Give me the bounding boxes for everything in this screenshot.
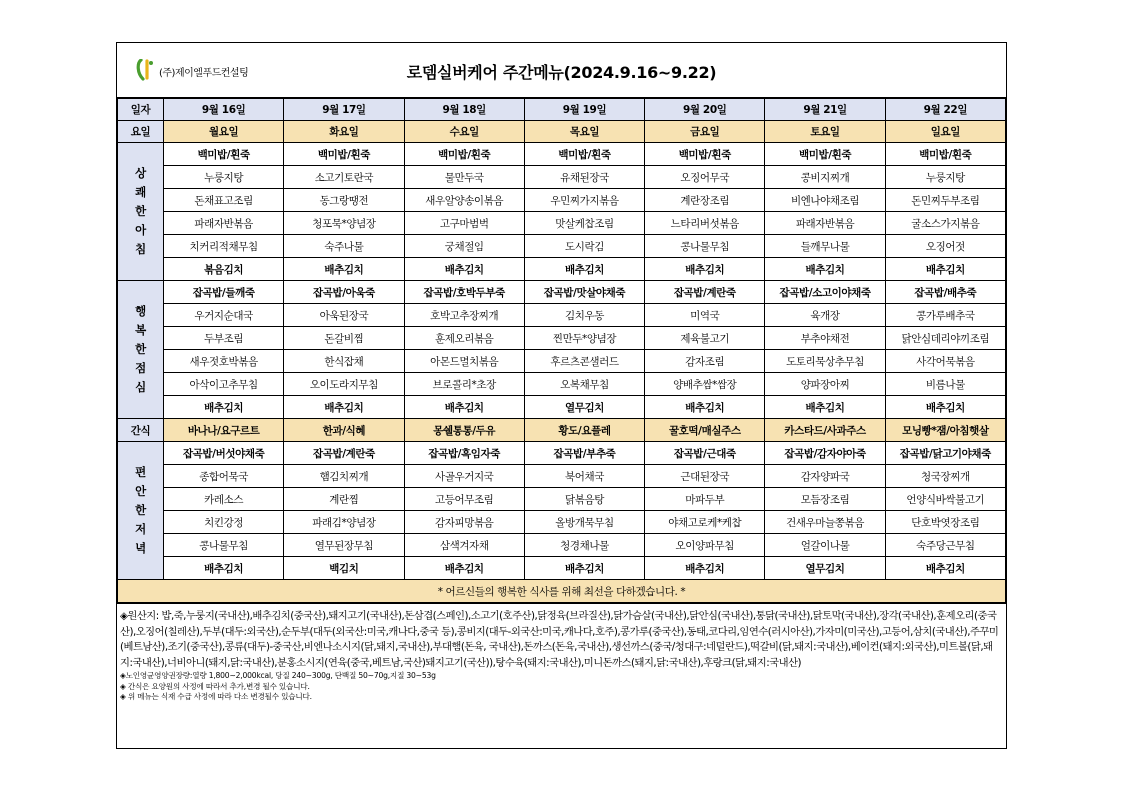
dinner-menu-item: 카레소스: [164, 488, 284, 511]
breakfast-menu-item: 백미밥/흰죽: [885, 143, 1005, 166]
date-cell: 9월 17일: [284, 99, 404, 121]
dinner-menu-item: 고등어무조림: [404, 488, 524, 511]
lunch-menu-item: 잡곡밥/맛살야채죽: [524, 281, 644, 304]
page-title: 로뎀실버케어 주간메뉴(2024.9.16~9.22): [406, 63, 717, 82]
date-cell: 9월 20일: [645, 99, 765, 121]
breakfast-menu-item: 파래자반볶음: [765, 212, 885, 235]
menu-sheet: [116, 42, 1007, 749]
snack-note: ◈ 간식은 요양원의 사정에 따라서 추가,변경 될수 있습니다.: [120, 681, 310, 691]
dinner-menu-item: 건새우마늘쫑볶음: [765, 511, 885, 534]
meal-label-char: 저: [135, 522, 146, 536]
snack-item: 몽쉘통통/두유: [404, 419, 524, 442]
dinner-menu-item: 잡곡밥/감자야아죽: [765, 442, 885, 465]
lunch-menu-item: 배추김치: [885, 396, 1005, 419]
lunch-menu-item: 닭안심데리야끼조림: [885, 327, 1005, 350]
dinner-menu-item: 배추김치: [524, 557, 644, 580]
dinner-menu-row: [118, 465, 1006, 488]
lunch-menu-item: 잡곡밥/계란죽: [645, 281, 765, 304]
date-cell: 9월 19일: [524, 99, 644, 121]
breakfast-menu-item: 소고기토란국: [284, 166, 404, 189]
dinner-menu-item: 감자피망볶음: [404, 511, 524, 534]
meal-label-char: 아: [135, 223, 146, 237]
lunch-menu-item: 제육불고기: [645, 327, 765, 350]
breakfast-menu-item: 숙주나물: [284, 235, 404, 258]
lunch-menu-item: 감자조림: [645, 350, 765, 373]
lunch-menu-item: 돈갈비찜: [284, 327, 404, 350]
breakfast-menu-item: 돈민찌두부조림: [885, 189, 1005, 212]
breakfast-menu-row: [118, 189, 1006, 212]
snack-item: 황도/요플레: [524, 419, 644, 442]
breakfast-menu-item: 우민찌가지볶음: [524, 189, 644, 212]
weekday-cell: 토요일: [765, 121, 885, 143]
dinner-menu-item: 배추김치: [164, 557, 284, 580]
dinner-menu-item: 숙주당근무침: [885, 534, 1005, 557]
meal-label-char: 녁: [135, 541, 146, 555]
dinner-menu-item: 배추김치: [404, 557, 524, 580]
lunch-menu-item: 미역국: [645, 304, 765, 327]
lunch-menu-item: 아삭이고추무침: [164, 373, 284, 396]
meal-label-char: 심: [135, 380, 146, 394]
snack-item: 꿀호떡/매실주스: [645, 419, 765, 442]
meal-label-char: 한: [135, 342, 146, 356]
breakfast-menu-item: 백미밥/흰죽: [765, 143, 885, 166]
slogan-row: [118, 580, 1006, 603]
lunch-menu-item: 배추김치: [164, 396, 284, 419]
breakfast-menu-item: 배추김치: [645, 258, 765, 281]
lunch-menu-item: 오복채무침: [524, 373, 644, 396]
date-row-label: 일자: [118, 99, 164, 121]
breakfast-menu-item: 치커리적채무침: [164, 235, 284, 258]
lunch-menu-item: 훈제오리볶음: [404, 327, 524, 350]
breakfast-menu-item: 배추김치: [765, 258, 885, 281]
lunch-menu-item: 브로콜리*초장: [404, 373, 524, 396]
dinner-menu-item: 잡곡밥/버섯야채죽: [164, 442, 284, 465]
date-cell: 9월 16일: [164, 99, 284, 121]
breakfast-menu-item: 배추김치: [524, 258, 644, 281]
menu-change-note: ◈ 위 메뉴는 식재 수급 사정에 따라 다소 변경될수 있습니다.: [120, 692, 312, 702]
breakfast-menu-item: 백미밥/흰죽: [524, 143, 644, 166]
meal-label-char: 점: [135, 361, 146, 375]
lunch-menu-item: 잡곡밥/소고이야채죽: [765, 281, 885, 304]
lunch-menu-item: 한식잡채: [284, 350, 404, 373]
breakfast-menu-item: 새우알양송이볶음: [404, 189, 524, 212]
lunch-menu-item: 아몬드멸치볶음: [404, 350, 524, 373]
lunch-menu-row: [118, 327, 1006, 350]
breakfast-menu-item: 백미밥/흰죽: [645, 143, 765, 166]
breakfast-meal-label: [118, 143, 164, 281]
sheet-header: [117, 43, 1006, 98]
dinner-meal-label: [118, 442, 164, 580]
breakfast-menu-item: 파래자반볶음: [164, 212, 284, 235]
breakfast-menu-item: 청포묵*양념장: [284, 212, 404, 235]
company-name: (주)제이엘푸드컨설팅: [159, 68, 249, 79]
breakfast-menu-item: 콩비지찌개: [765, 166, 885, 189]
nutrition-note: ◈노인영균영양권장량:열량 1,800~2,000kcal, 당질 240~300g, 단백질 50~70g,지질 30~53g: [120, 671, 436, 681]
lunch-menu-row: [118, 350, 1006, 373]
breakfast-menu-item: 계란장조림: [645, 189, 765, 212]
dinner-menu-item: 모듬장조림: [765, 488, 885, 511]
meal-label-char: 상: [135, 166, 146, 180]
breakfast-menu-item: 동그랑땡전: [284, 189, 404, 212]
dinner-menu-row: [118, 442, 1006, 465]
dinner-menu-item: 배추김치: [885, 557, 1005, 580]
dinner-menu-item: 종합어묵국: [164, 465, 284, 488]
lunch-menu-item: 콩가루배추국: [885, 304, 1005, 327]
breakfast-menu-item: 유채된장국: [524, 166, 644, 189]
breakfast-menu-row: [118, 212, 1006, 235]
snack-row: [118, 419, 1006, 442]
lunch-menu-item: 찐만두*양념장: [524, 327, 644, 350]
dinner-menu-item: 파래김*양념장: [284, 511, 404, 534]
breakfast-menu-item: 고구마범벅: [404, 212, 524, 235]
dinner-menu-item: 닭볶음탕: [524, 488, 644, 511]
meal-label-char: 쾌: [135, 185, 146, 199]
lunch-menu-row: [118, 396, 1006, 419]
breakfast-menu-item: 들깨무나물: [765, 235, 885, 258]
dinner-menu-row: [118, 511, 1006, 534]
breakfast-menu-item: 오징어무국: [645, 166, 765, 189]
breakfast-menu-row: [118, 235, 1006, 258]
breakfast-menu-item: 맛살케찹조림: [524, 212, 644, 235]
breakfast-menu-item: 백미밥/흰죽: [164, 143, 284, 166]
dinner-menu-item: 얼갈이나물: [765, 534, 885, 557]
lunch-meal-label: [118, 281, 164, 419]
breakfast-menu-row: [118, 143, 1006, 166]
dinner-menu-item: 단호박엿장조림: [885, 511, 1005, 534]
lunch-menu-item: 도토리묵상추무침: [765, 350, 885, 373]
weekday-cell: 금요일: [645, 121, 765, 143]
lunch-menu-item: 잡곡밥/배추죽: [885, 281, 1005, 304]
meal-label-char: 한: [135, 503, 146, 517]
breakfast-menu-item: 배추김치: [284, 258, 404, 281]
dinner-menu-item: 북어채국: [524, 465, 644, 488]
breakfast-menu-item: 콩나물무침: [645, 235, 765, 258]
weekday-cell: 수요일: [404, 121, 524, 143]
dinner-menu-item: 치킨강정: [164, 511, 284, 534]
notes-section: [117, 603, 1006, 703]
lunch-menu-row: [118, 281, 1006, 304]
lunch-menu-item: 배추김치: [284, 396, 404, 419]
lunch-menu-item: 잡곡밥/들깨죽: [164, 281, 284, 304]
lunch-menu-item: 열무김치: [524, 396, 644, 419]
lunch-menu-row: [118, 373, 1006, 396]
breakfast-menu-item: 백미밥/흰죽: [404, 143, 524, 166]
dinner-menu-row: [118, 557, 1006, 580]
dinner-menu-item: 배추김치: [645, 557, 765, 580]
lunch-menu-item: 아욱된장국: [284, 304, 404, 327]
dinner-menu-item: 삼색겨자채: [404, 534, 524, 557]
lunch-menu-item: 배추김치: [645, 396, 765, 419]
slogan-text: * 어르신들의 행복한 식사를 위해 최선을 다하겠습니다. *: [118, 580, 1006, 603]
date-cell: 9월 18일: [404, 99, 524, 121]
breakfast-menu-item: 비엔나야채조림: [765, 189, 885, 212]
breakfast-menu-row: [118, 166, 1006, 189]
snack-item: 모닝빵*잼/아침햇살: [885, 419, 1005, 442]
dinner-menu-item: 열무된장무침: [284, 534, 404, 557]
weekday-row: [118, 121, 1006, 143]
lunch-menu-item: 후르츠콘샐러드: [524, 350, 644, 373]
meal-label-char: 한: [135, 204, 146, 218]
lunch-menu-item: 새우젓호박볶음: [164, 350, 284, 373]
origin-notice: ◈원산지: 밥,죽,누룽지(국내산),배추김치(중국산),돼지고기(국내산),돈삼겹(스페인),소고기(호주산),닭정육(브라질산),닭가슴살(국내산),닭안심(국내산),통닭(국내산),닭토막(국내산),장각(국내산),훈제오리(중국산),오징어(칠레산),두부(대두:외국산),순두부(대두(외국산:미국,캐나다,중국 등),콩비지(대두-외국산:미국,캐나다,호주),콩가루(중국산),동태,코다리,임연수(러시아산),가자미(미국산),고등어,삼치(국내산),주꾸미(베트남산),조기(중국산),콩류(대두)-중국산,비엔나소시지(닭,돼지,국내산),부대햄(돈육, 국내산),돈까스(돈육,국내산),생선까스(중국/청대구:네덜란드),떡갈비(닭,돼지:국내산),베이컨(돼지:외국산),미트볼(닭,돼지:국내산),너비아니(돼지,닭:국내산),분홍소시지(연육(중국,베트남,국산)돼지고기(국산)),탕수육(돼지:국내산),미니돈까스(돼지,닭:국내산),후랑크(닭,돼지:국내산): [120, 610, 999, 669]
breakfast-menu-item: 누룽지탕: [164, 166, 284, 189]
dinner-menu-item: 청국장찌개: [885, 465, 1005, 488]
snack-item: 한과/식혜: [284, 419, 404, 442]
dinner-menu-item: 잡곡밥/닭고기야채죽: [885, 442, 1005, 465]
breakfast-menu-item: 오징어젓: [885, 235, 1005, 258]
meal-label-char: 안: [135, 484, 146, 498]
lunch-menu-item: 두부조림: [164, 327, 284, 350]
lunch-menu-item: 잡곡밥/호박두부죽: [404, 281, 524, 304]
dinner-menu-item: 청경채나물: [524, 534, 644, 557]
dinner-menu-item: 백김치: [284, 557, 404, 580]
lunch-menu-item: 배추김치: [765, 396, 885, 419]
weekly-menu-table: [117, 98, 1006, 603]
date-row: [118, 99, 1006, 121]
dinner-menu-row: [118, 488, 1006, 511]
lunch-menu-item: 양배추쌈*쌈장: [645, 373, 765, 396]
lunch-menu-row: [118, 304, 1006, 327]
lunch-menu-item: 오이도라지무침: [284, 373, 404, 396]
lunch-menu-item: 잡곡밥/아욱죽: [284, 281, 404, 304]
breakfast-menu-item: 물만두국: [404, 166, 524, 189]
lunch-menu-item: 사각어묵볶음: [885, 350, 1005, 373]
dinner-menu-item: 오이양파무침: [645, 534, 765, 557]
lunch-menu-item: 호박고추장찌개: [404, 304, 524, 327]
dinner-menu-row: [118, 534, 1006, 557]
breakfast-menu-row: [118, 258, 1006, 281]
breakfast-menu-item: 궁채절임: [404, 235, 524, 258]
lunch-menu-item: 양파장아찌: [765, 373, 885, 396]
dinner-menu-item: 감자양파국: [765, 465, 885, 488]
lunch-menu-item: 우거지순대국: [164, 304, 284, 327]
breakfast-menu-item: 볶음김치: [164, 258, 284, 281]
weekday-row-label: 요일: [118, 121, 164, 143]
breakfast-menu-item: 느타리버섯볶음: [645, 212, 765, 235]
dinner-menu-item: 근대된장국: [645, 465, 765, 488]
breakfast-menu-item: 도시락김: [524, 235, 644, 258]
dinner-menu-item: 올방개묵무침: [524, 511, 644, 534]
snack-item: 카스타드/사과주스: [765, 419, 885, 442]
dinner-menu-item: 잡곡밥/흑임자죽: [404, 442, 524, 465]
dinner-menu-item: 햄김치찌개: [284, 465, 404, 488]
weekday-cell: 목요일: [524, 121, 644, 143]
date-cell: 9월 21일: [765, 99, 885, 121]
lunch-menu-item: 김치우동: [524, 304, 644, 327]
dinner-menu-item: 잡곡밥/계란죽: [284, 442, 404, 465]
breakfast-menu-item: 배추김치: [404, 258, 524, 281]
weekday-cell: 화요일: [284, 121, 404, 143]
lunch-menu-item: 부추야채전: [765, 327, 885, 350]
snack-item: 바나나/요구르트: [164, 419, 284, 442]
dinner-menu-item: 열무김치: [765, 557, 885, 580]
dinner-menu-item: 야채고로케*케찹: [645, 511, 765, 534]
lunch-menu-item: 육개장: [765, 304, 885, 327]
weekday-cell: 일요일: [885, 121, 1005, 143]
lunch-menu-item: 비름나물: [885, 373, 1005, 396]
meal-label-char: 침: [135, 242, 146, 256]
breakfast-menu-item: 굴소스가지볶음: [885, 212, 1005, 235]
dinner-menu-item: 콩나물무침: [164, 534, 284, 557]
dinner-menu-item: 잡곡밥/부추죽: [524, 442, 644, 465]
breakfast-menu-item: 배추김치: [885, 258, 1005, 281]
dinner-menu-item: 마파두부: [645, 488, 765, 511]
dinner-menu-item: 사골우거지국: [404, 465, 524, 488]
meal-label-char: 복: [135, 323, 146, 337]
meal-label-char: 행: [135, 304, 146, 318]
lunch-menu-item: 배추김치: [404, 396, 524, 419]
dinner-menu-item: 잡곡밥/근대죽: [645, 442, 765, 465]
dinner-menu-item: 언양식바싹불고기: [885, 488, 1005, 511]
snack-row-label: 간식: [118, 419, 164, 442]
weekday-cell: 월요일: [164, 121, 284, 143]
breakfast-menu-item: 백미밥/흰죽: [284, 143, 404, 166]
breakfast-menu-item: 돈채표고조림: [164, 189, 284, 212]
meal-label-char: 편: [135, 465, 146, 479]
dinner-menu-item: 계란찜: [284, 488, 404, 511]
breakfast-menu-item: 누룽지탕: [885, 166, 1005, 189]
date-cell: 9월 22일: [885, 99, 1005, 121]
